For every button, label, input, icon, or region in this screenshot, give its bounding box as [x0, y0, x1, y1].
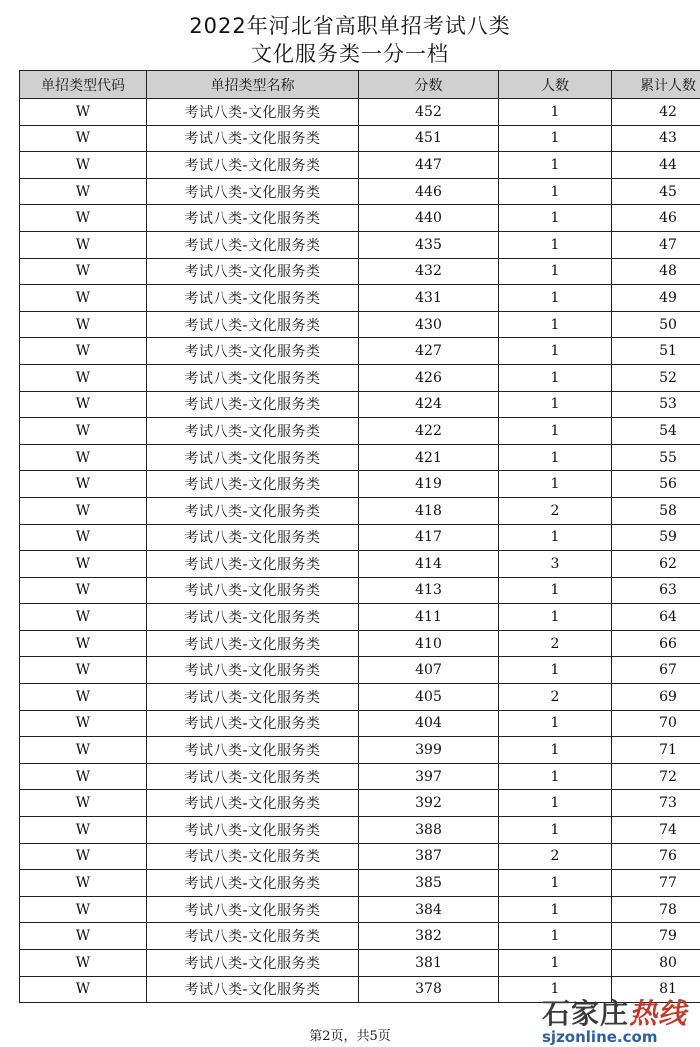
cell-name: 考试八类-文化服务类 — [147, 152, 359, 179]
cell-count: 1 — [499, 391, 612, 418]
cell-name: 考试八类-文化服务类 — [147, 763, 359, 790]
table-row — [20, 577, 700, 604]
cell-name: 考试八类-文化服务类 — [147, 524, 359, 551]
cell-name: 考试八类-文化服务类 — [147, 790, 359, 817]
cell-score: 399 — [359, 737, 499, 764]
cell-score: 407 — [359, 657, 499, 684]
cell-cumulative: 54 — [612, 418, 700, 445]
cell-score: 384 — [359, 896, 499, 923]
cell-cumulative: 53 — [612, 391, 700, 418]
table-row — [20, 338, 700, 365]
table-row — [20, 311, 700, 338]
cell-code: W — [20, 604, 147, 631]
cell-cumulative: 42 — [612, 99, 700, 126]
cell-name: 考试八类-文化服务类 — [147, 657, 359, 684]
cell-cumulative: 76 — [612, 843, 700, 870]
cell-code: W — [20, 285, 147, 312]
cell-cumulative: 44 — [612, 152, 700, 179]
cell-code: W — [20, 684, 147, 711]
cell-cumulative: 79 — [612, 923, 700, 950]
cell-count: 1 — [499, 364, 612, 391]
table-row — [20, 710, 700, 737]
table-row — [20, 178, 700, 205]
cell-score: 424 — [359, 391, 499, 418]
cell-code: W — [20, 710, 147, 737]
cell-name: 考试八类-文化服务类 — [147, 817, 359, 844]
table-row — [20, 471, 700, 498]
cell-score: 417 — [359, 524, 499, 551]
cell-count: 1 — [499, 577, 612, 604]
cell-name: 考试八类-文化服务类 — [147, 923, 359, 950]
cell-code: W — [20, 497, 147, 524]
cell-cumulative: 51 — [612, 338, 700, 365]
cell-name: 考试八类-文化服务类 — [147, 285, 359, 312]
table-row — [20, 950, 700, 977]
cell-cumulative: 80 — [612, 950, 700, 977]
cell-score: 451 — [359, 125, 499, 152]
document-subtitle: 文化服务类一分一档 — [251, 42, 449, 66]
cell-cumulative: 81 — [612, 976, 700, 1003]
table-row — [20, 125, 700, 152]
cell-name: 考试八类-文化服务类 — [147, 471, 359, 498]
cell-cumulative: 50 — [612, 311, 700, 338]
cell-score: 388 — [359, 817, 499, 844]
cell-cumulative: 43 — [612, 125, 700, 152]
cell-code: W — [20, 896, 147, 923]
cell-count: 1 — [499, 311, 612, 338]
cell-code: W — [20, 364, 147, 391]
cell-count: 1 — [499, 418, 612, 445]
cell-count: 1 — [499, 817, 612, 844]
cell-count: 1 — [499, 125, 612, 152]
cell-code: W — [20, 258, 147, 285]
cell-count: 2 — [499, 843, 612, 870]
cell-code: W — [20, 577, 147, 604]
cell-count: 1 — [499, 737, 612, 764]
table-row — [20, 843, 700, 870]
cell-name: 考试八类-文化服务类 — [147, 205, 359, 232]
cell-cumulative: 59 — [612, 524, 700, 551]
cell-cumulative: 58 — [612, 497, 700, 524]
cell-code: W — [20, 870, 147, 897]
cell-name: 考试八类-文化服务类 — [147, 976, 359, 1003]
cell-score: 418 — [359, 497, 499, 524]
table-row — [20, 763, 700, 790]
cell-cumulative: 71 — [612, 737, 700, 764]
cell-code: W — [20, 817, 147, 844]
cell-count: 1 — [499, 338, 612, 365]
cell-code: W — [20, 790, 147, 817]
page-number: 第2页，共5页 — [309, 1029, 391, 1044]
cell-code: W — [20, 418, 147, 445]
table-row — [20, 391, 700, 418]
cell-score: 430 — [359, 311, 499, 338]
column-header-count: 人数 — [499, 71, 612, 99]
cell-code: W — [20, 471, 147, 498]
cell-score: 452 — [359, 99, 499, 126]
cell-score: 405 — [359, 684, 499, 711]
table-row — [20, 258, 700, 285]
cell-score: 419 — [359, 471, 499, 498]
cell-count: 1 — [499, 99, 612, 126]
cell-name: 考试八类-文化服务类 — [147, 551, 359, 578]
cell-name: 考试八类-文化服务类 — [147, 258, 359, 285]
cell-cumulative: 46 — [612, 205, 700, 232]
table-row — [20, 923, 700, 950]
table-row — [20, 418, 700, 445]
cell-name: 考试八类-文化服务类 — [147, 338, 359, 365]
cell-cumulative: 56 — [612, 471, 700, 498]
table-row — [20, 364, 700, 391]
cell-name: 考试八类-文化服务类 — [147, 684, 359, 711]
cell-count: 1 — [499, 976, 612, 1003]
cell-cumulative: 73 — [612, 790, 700, 817]
watermark-domain: sjzonline.com — [542, 1028, 658, 1046]
cell-count: 1 — [499, 444, 612, 471]
table-row — [20, 657, 700, 684]
column-header-cumulative: 累计人数 — [612, 71, 700, 99]
table-row — [20, 497, 700, 524]
cell-code: W — [20, 99, 147, 126]
cell-name: 考试八类-文化服务类 — [147, 577, 359, 604]
table-row — [20, 684, 700, 711]
cell-score: 378 — [359, 976, 499, 1003]
cell-cumulative: 47 — [612, 231, 700, 258]
cell-score: 387 — [359, 843, 499, 870]
table-row — [20, 551, 700, 578]
cell-name: 考试八类-文化服务类 — [147, 950, 359, 977]
table-row — [20, 604, 700, 631]
column-header-code: 单招类型代码 — [20, 71, 147, 99]
table-body — [20, 99, 700, 1003]
cell-code: W — [20, 843, 147, 870]
cell-cumulative: 77 — [612, 870, 700, 897]
cell-code: W — [20, 551, 147, 578]
cell-count: 1 — [499, 178, 612, 205]
cell-score: 392 — [359, 790, 499, 817]
cell-cumulative: 45 — [612, 178, 700, 205]
cell-count: 1 — [499, 870, 612, 897]
cell-code: W — [20, 231, 147, 258]
cell-name: 考试八类-文化服务类 — [147, 444, 359, 471]
cell-cumulative: 52 — [612, 364, 700, 391]
cell-score: 404 — [359, 710, 499, 737]
table-row — [20, 896, 700, 923]
cell-count: 1 — [499, 285, 612, 312]
cell-code: W — [20, 657, 147, 684]
cell-name: 考试八类-文化服务类 — [147, 311, 359, 338]
cell-cumulative: 74 — [612, 817, 700, 844]
table-row — [20, 737, 700, 764]
cell-name: 考试八类-文化服务类 — [147, 418, 359, 445]
table-row — [20, 870, 700, 897]
table-row — [20, 99, 700, 126]
cell-name: 考试八类-文化服务类 — [147, 870, 359, 897]
cell-code: W — [20, 524, 147, 551]
cell-code: W — [20, 737, 147, 764]
cell-name: 考试八类-文化服务类 — [147, 231, 359, 258]
cell-code: W — [20, 444, 147, 471]
cell-score: 381 — [359, 950, 499, 977]
cell-count: 1 — [499, 923, 612, 950]
cell-count: 1 — [499, 763, 612, 790]
cell-cumulative: 55 — [612, 444, 700, 471]
cell-name: 考试八类-文化服务类 — [147, 125, 359, 152]
cell-name: 考试八类-文化服务类 — [147, 843, 359, 870]
cell-score: 411 — [359, 604, 499, 631]
cell-code: W — [20, 125, 147, 152]
cell-score: 431 — [359, 285, 499, 312]
cell-score: 427 — [359, 338, 499, 365]
cell-score: 435 — [359, 231, 499, 258]
cell-code: W — [20, 178, 147, 205]
cell-name: 考试八类-文化服务类 — [147, 630, 359, 657]
cell-cumulative: 64 — [612, 604, 700, 631]
cell-score: 432 — [359, 258, 499, 285]
table-row — [20, 817, 700, 844]
cell-name: 考试八类-文化服务类 — [147, 710, 359, 737]
cell-code: W — [20, 950, 147, 977]
cell-count: 1 — [499, 258, 612, 285]
cell-code: W — [20, 763, 147, 790]
column-header-name: 单招类型名称 — [147, 71, 359, 99]
cell-code: W — [20, 338, 147, 365]
cell-cumulative: 70 — [612, 710, 700, 737]
cell-name: 考试八类-文化服务类 — [147, 364, 359, 391]
cell-score: 385 — [359, 870, 499, 897]
cell-cumulative: 67 — [612, 657, 700, 684]
cell-count: 2 — [499, 684, 612, 711]
cell-count: 1 — [499, 471, 612, 498]
cell-count: 3 — [499, 551, 612, 578]
cell-score: 446 — [359, 178, 499, 205]
cell-code: W — [20, 391, 147, 418]
cell-score: 382 — [359, 923, 499, 950]
cell-count: 2 — [499, 630, 612, 657]
cell-cumulative: 69 — [612, 684, 700, 711]
cell-count: 1 — [499, 152, 612, 179]
table-row — [20, 152, 700, 179]
table-row — [20, 630, 700, 657]
cell-name: 考试八类-文化服务类 — [147, 604, 359, 631]
cell-count: 1 — [499, 657, 612, 684]
cell-score: 397 — [359, 763, 499, 790]
cell-name: 考试八类-文化服务类 — [147, 497, 359, 524]
cell-score: 421 — [359, 444, 499, 471]
document-title: 2022年河北省高职单招考试八类 — [189, 14, 511, 38]
cell-code: W — [20, 152, 147, 179]
column-header-score: 分数 — [359, 71, 499, 99]
cell-name: 考试八类-文化服务类 — [147, 896, 359, 923]
cell-code: W — [20, 205, 147, 232]
cell-score: 422 — [359, 418, 499, 445]
table-row — [20, 444, 700, 471]
table-row — [20, 285, 700, 312]
table-header-row — [20, 71, 700, 99]
cell-count: 1 — [499, 231, 612, 258]
cell-score: 414 — [359, 551, 499, 578]
cell-count: 1 — [499, 604, 612, 631]
cell-cumulative: 48 — [612, 258, 700, 285]
cell-name: 考试八类-文化服务类 — [147, 178, 359, 205]
cell-count: 1 — [499, 205, 612, 232]
cell-count: 1 — [499, 896, 612, 923]
cell-code: W — [20, 630, 147, 657]
cell-score: 447 — [359, 152, 499, 179]
score-table — [19, 70, 700, 1003]
table-row — [20, 524, 700, 551]
cell-score: 410 — [359, 630, 499, 657]
cell-name: 考试八类-文化服务类 — [147, 737, 359, 764]
cell-cumulative: 72 — [612, 763, 700, 790]
table-row — [20, 231, 700, 258]
cell-count: 1 — [499, 710, 612, 737]
cell-cumulative: 49 — [612, 285, 700, 312]
cell-count: 1 — [499, 524, 612, 551]
cell-score: 440 — [359, 205, 499, 232]
cell-count: 2 — [499, 497, 612, 524]
site-watermark — [542, 992, 692, 1047]
table-row — [20, 790, 700, 817]
cell-cumulative: 63 — [612, 577, 700, 604]
cell-score: 413 — [359, 577, 499, 604]
cell-cumulative: 78 — [612, 896, 700, 923]
cell-name: 考试八类-文化服务类 — [147, 391, 359, 418]
cell-score: 426 — [359, 364, 499, 391]
table-row — [20, 205, 700, 232]
cell-cumulative: 62 — [612, 551, 700, 578]
watermark-logo-text: 石家庄热线 — [542, 997, 688, 1030]
cell-count: 1 — [499, 790, 612, 817]
cell-code: W — [20, 923, 147, 950]
cell-code: W — [20, 976, 147, 1003]
cell-code: W — [20, 311, 147, 338]
cell-name: 考试八类-文化服务类 — [147, 99, 359, 126]
cell-count: 1 — [499, 950, 612, 977]
cell-cumulative: 66 — [612, 630, 700, 657]
